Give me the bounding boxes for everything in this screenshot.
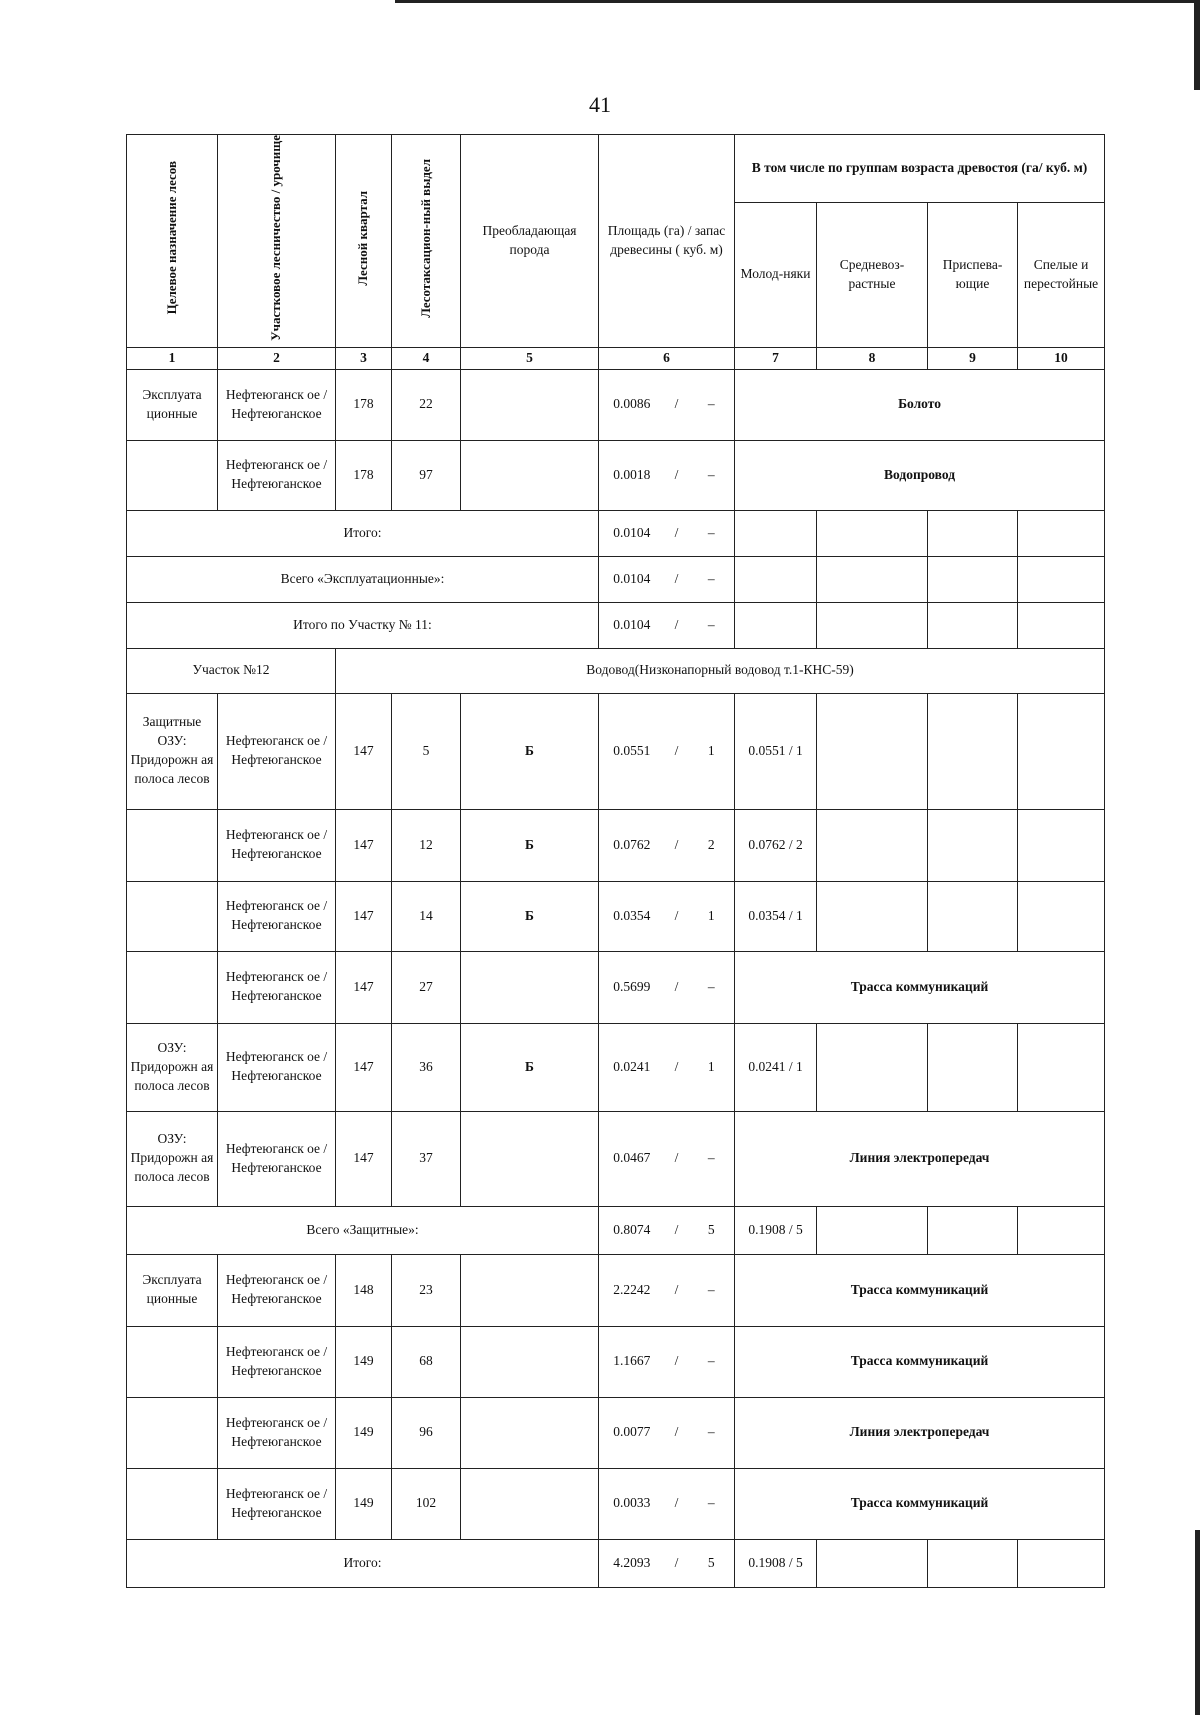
purpose-cell <box>127 951 218 1023</box>
header-mature: Спелые и перестойные <box>1018 203 1105 348</box>
col-number: 5 <box>461 347 599 369</box>
header-kvartal: Лесной квартал <box>336 135 392 348</box>
forestry-cell: Нефтеюганск ое / Нефтеюганское <box>218 1326 336 1397</box>
mature-value <box>1018 510 1105 556</box>
purpose-cell <box>127 1397 218 1468</box>
col-number: 3 <box>336 347 392 369</box>
table-row <box>127 1254 1105 1326</box>
area-value: 0.0104 <box>599 602 665 648</box>
forestry-cell: Нефтеюганск ое / Нефтеюганское <box>218 693 336 809</box>
premature-value <box>928 1539 1018 1587</box>
species-cell <box>461 440 599 510</box>
area-separator: / <box>665 1023 689 1111</box>
young-value: 0.1908 / 5 <box>735 1206 817 1254</box>
header-purpose: Целевое назначение лесов <box>127 135 218 348</box>
section-title: Водовод(Низконапорный водовод т.1-КНС-59) <box>336 648 1105 693</box>
premature-value <box>928 881 1018 951</box>
col-number: 9 <box>928 347 1018 369</box>
land-note: Болото <box>735 369 1105 440</box>
mature-value <box>1018 1023 1105 1111</box>
forest-table <box>126 134 1105 1588</box>
young-value <box>735 602 817 648</box>
young-value: 0.0762 / 2 <box>735 809 817 881</box>
stock-value: 5 <box>689 1539 735 1587</box>
young-value: 0.1908 / 5 <box>735 1539 817 1587</box>
species-cell <box>461 1111 599 1206</box>
land-note: Трасса коммуникаций <box>735 1326 1105 1397</box>
purpose-cell: ОЗУ: Придорожн ая полоса лесов <box>127 1111 218 1206</box>
top-edge-line <box>395 0 1200 3</box>
forestry-cell: Нефтеюганск ое / Нефтеюганское <box>218 369 336 440</box>
mature-value <box>1018 556 1105 602</box>
stock-value: 5 <box>689 1206 735 1254</box>
premature-value <box>928 556 1018 602</box>
area-value: 1.1667 <box>599 1326 665 1397</box>
species-cell: Б <box>461 1023 599 1111</box>
area-separator: / <box>665 369 689 440</box>
area-value: 0.0762 <box>599 809 665 881</box>
kvartal-cell: 147 <box>336 951 392 1023</box>
middle-value <box>817 1539 928 1587</box>
header-young: Молод-няки <box>735 203 817 348</box>
vydel-cell: 5 <box>392 693 461 809</box>
area-separator: / <box>665 1254 689 1326</box>
stock-value: – <box>689 951 735 1023</box>
middle-value <box>817 1206 928 1254</box>
land-note: Линия электропередач <box>735 1397 1105 1468</box>
area-separator: / <box>665 1326 689 1397</box>
area-value: 0.8074 <box>599 1206 665 1254</box>
stock-value: 1 <box>689 881 735 951</box>
vydel-cell: 97 <box>392 440 461 510</box>
table-row <box>127 693 1105 809</box>
kvartal-cell: 147 <box>336 693 392 809</box>
middle-value <box>817 881 928 951</box>
table-row <box>127 369 1105 440</box>
forestry-cell: Нефтеюганск ое / Нефтеюганское <box>218 440 336 510</box>
header-area: Площадь (га) / запас древесины ( куб. м) <box>599 135 735 348</box>
forestry-cell: Нефтеюганск ое / Нефтеюганское <box>218 809 336 881</box>
area-separator: / <box>665 1206 689 1254</box>
vydel-cell: 27 <box>392 951 461 1023</box>
area-value: 0.0033 <box>599 1468 665 1539</box>
summary-label: Итого по Участку № 11: <box>127 602 599 648</box>
summary-row <box>127 510 1105 556</box>
vydel-cell: 37 <box>392 1111 461 1206</box>
table-row <box>127 951 1105 1023</box>
table-row <box>127 1111 1105 1206</box>
vydel-cell: 96 <box>392 1397 461 1468</box>
table-row <box>127 881 1105 951</box>
col-number: 2 <box>218 347 336 369</box>
col-number: 6 <box>599 347 735 369</box>
table-row <box>127 1397 1105 1468</box>
header-forestry: Участковое лесничество / урочище <box>218 135 336 348</box>
area-value: 0.0086 <box>599 369 665 440</box>
mature-value <box>1018 1539 1105 1587</box>
page-number: 41 <box>589 92 611 117</box>
forestry-cell: Нефтеюганск ое / Нефтеюганское <box>218 1397 336 1468</box>
col-number: 7 <box>735 347 817 369</box>
species-cell <box>461 1326 599 1397</box>
middle-value <box>817 809 928 881</box>
purpose-cell <box>127 1326 218 1397</box>
summary-row <box>127 1206 1105 1254</box>
kvartal-cell: 149 <box>336 1326 392 1397</box>
middle-value <box>817 1023 928 1111</box>
middle-value <box>817 602 928 648</box>
premature-value <box>928 1206 1018 1254</box>
purpose-cell: Эксплуата ционные <box>127 1254 218 1326</box>
area-separator: / <box>665 881 689 951</box>
table-row <box>127 440 1105 510</box>
stock-value: – <box>689 440 735 510</box>
forestry-cell: Нефтеюганск ое / Нефтеюганское <box>218 881 336 951</box>
stock-value: 1 <box>689 1023 735 1111</box>
vydel-cell: 22 <box>392 369 461 440</box>
middle-value <box>817 556 928 602</box>
land-note: Водопровод <box>735 440 1105 510</box>
species-cell: Б <box>461 809 599 881</box>
area-separator: / <box>665 1539 689 1587</box>
area-value: 0.0241 <box>599 1023 665 1111</box>
summary-label: Итого: <box>127 1539 599 1587</box>
vydel-cell: 102 <box>392 1468 461 1539</box>
middle-value <box>817 693 928 809</box>
area-separator: / <box>665 809 689 881</box>
header-row <box>127 135 1105 203</box>
stock-value: 1 <box>689 693 735 809</box>
vydel-cell: 14 <box>392 881 461 951</box>
stock-value: – <box>689 1111 735 1206</box>
land-note: Линия электропередач <box>735 1111 1105 1206</box>
mature-value <box>1018 881 1105 951</box>
forestry-cell: Нефтеюганск ое / Нефтеюганское <box>218 1468 336 1539</box>
premature-value <box>928 1023 1018 1111</box>
area-separator: / <box>665 440 689 510</box>
kvartal-cell: 148 <box>336 1254 392 1326</box>
young-value: 0.0241 / 1 <box>735 1023 817 1111</box>
kvartal-cell: 178 <box>336 369 392 440</box>
col-number: 8 <box>817 347 928 369</box>
summary-row <box>127 1539 1105 1587</box>
vydel-cell: 68 <box>392 1326 461 1397</box>
kvartal-cell: 149 <box>336 1397 392 1468</box>
species-cell <box>461 951 599 1023</box>
area-value: 4.2093 <box>599 1539 665 1587</box>
kvartal-cell: 147 <box>336 809 392 881</box>
section-row <box>127 648 1105 693</box>
species-cell <box>461 1468 599 1539</box>
area-separator: / <box>665 602 689 648</box>
stock-value: – <box>689 556 735 602</box>
forestry-cell: Нефтеюганск ое / Нефтеюганское <box>218 1254 336 1326</box>
area-separator: / <box>665 556 689 602</box>
area-value: 0.0354 <box>599 881 665 951</box>
area-value: 0.0104 <box>599 556 665 602</box>
land-note: Трасса коммуникаций <box>735 1254 1105 1326</box>
mature-value <box>1018 602 1105 648</box>
area-separator: / <box>665 1397 689 1468</box>
young-value: 0.0551 / 1 <box>735 693 817 809</box>
stock-value: – <box>689 369 735 440</box>
area-value: 0.0551 <box>599 693 665 809</box>
purpose-cell <box>127 809 218 881</box>
table-row <box>127 809 1105 881</box>
mature-value <box>1018 693 1105 809</box>
purpose-cell: ОЗУ: Придорожн ая полоса лесов <box>127 1023 218 1111</box>
premature-value <box>928 809 1018 881</box>
young-value <box>735 556 817 602</box>
header-vydel: Лесотаксацион-ный выдел <box>392 135 461 348</box>
area-value: 0.5699 <box>599 951 665 1023</box>
scan-edge-mark <box>1194 0 1200 90</box>
table-row <box>127 1023 1105 1111</box>
header-species: Преобладающая порода <box>461 135 599 348</box>
kvartal-cell: 147 <box>336 1023 392 1111</box>
premature-value <box>928 602 1018 648</box>
species-cell: Б <box>461 693 599 809</box>
species-cell <box>461 1397 599 1468</box>
scan-edge-mark <box>1195 1530 1200 1715</box>
species-cell <box>461 369 599 440</box>
area-value: 0.0077 <box>599 1397 665 1468</box>
area-separator: / <box>665 1111 689 1206</box>
stock-value: – <box>689 1397 735 1468</box>
col-number: 4 <box>392 347 461 369</box>
premature-value <box>928 693 1018 809</box>
col-number: 1 <box>127 347 218 369</box>
area-separator: / <box>665 1468 689 1539</box>
species-cell: Б <box>461 881 599 951</box>
species-cell <box>461 1254 599 1326</box>
kvartal-cell: 147 <box>336 1111 392 1206</box>
purpose-cell <box>127 881 218 951</box>
summary-row <box>127 556 1105 602</box>
stock-value: – <box>689 1254 735 1326</box>
table-row <box>127 1468 1105 1539</box>
kvartal-cell: 149 <box>336 1468 392 1539</box>
mature-value <box>1018 1206 1105 1254</box>
purpose-cell <box>127 1468 218 1539</box>
kvartal-cell: 178 <box>336 440 392 510</box>
summary-row <box>127 602 1105 648</box>
summary-label: Всего «Эксплуатационные»: <box>127 556 599 602</box>
area-value: 0.0467 <box>599 1111 665 1206</box>
area-separator: / <box>665 951 689 1023</box>
summary-label: Итого: <box>127 510 599 556</box>
vydel-cell: 36 <box>392 1023 461 1111</box>
area-value: 0.0104 <box>599 510 665 556</box>
land-note: Трасса коммуникаций <box>735 951 1105 1023</box>
section-label: Участок №12 <box>127 648 336 693</box>
stock-value: 2 <box>689 809 735 881</box>
purpose-cell <box>127 440 218 510</box>
stock-value: – <box>689 510 735 556</box>
header-age-groups: В том числе по группам возраста древостоя (га/ куб. м) <box>735 135 1105 203</box>
young-value: 0.0354 / 1 <box>735 881 817 951</box>
kvartal-cell: 147 <box>336 881 392 951</box>
area-value: 2.2242 <box>599 1254 665 1326</box>
header-premature: Приспева-ющие <box>928 203 1018 348</box>
table-row <box>127 1326 1105 1397</box>
premature-value <box>928 510 1018 556</box>
summary-label: Всего «Защитные»: <box>127 1206 599 1254</box>
stock-value: – <box>689 602 735 648</box>
forestry-cell: Нефтеюганск ое / Нефтеюганское <box>218 1023 336 1111</box>
land-note: Трасса коммуникаций <box>735 1468 1105 1539</box>
area-separator: / <box>665 510 689 556</box>
area-separator: / <box>665 693 689 809</box>
purpose-cell: Защитные ОЗУ: Придорожн ая полоса лесов <box>127 693 218 809</box>
vydel-cell: 23 <box>392 1254 461 1326</box>
column-number-row <box>127 347 1105 369</box>
mature-value <box>1018 809 1105 881</box>
forestry-cell: Нефтеюганск ое / Нефтеюганское <box>218 1111 336 1206</box>
purpose-cell: Эксплуата ционные <box>127 369 218 440</box>
forestry-cell: Нефтеюганск ое / Нефтеюганское <box>218 951 336 1023</box>
young-value <box>735 510 817 556</box>
header-middle: Средневоз-растные <box>817 203 928 348</box>
col-number: 10 <box>1018 347 1105 369</box>
stock-value: – <box>689 1468 735 1539</box>
middle-value <box>817 510 928 556</box>
area-value: 0.0018 <box>599 440 665 510</box>
vydel-cell: 12 <box>392 809 461 881</box>
stock-value: – <box>689 1326 735 1397</box>
